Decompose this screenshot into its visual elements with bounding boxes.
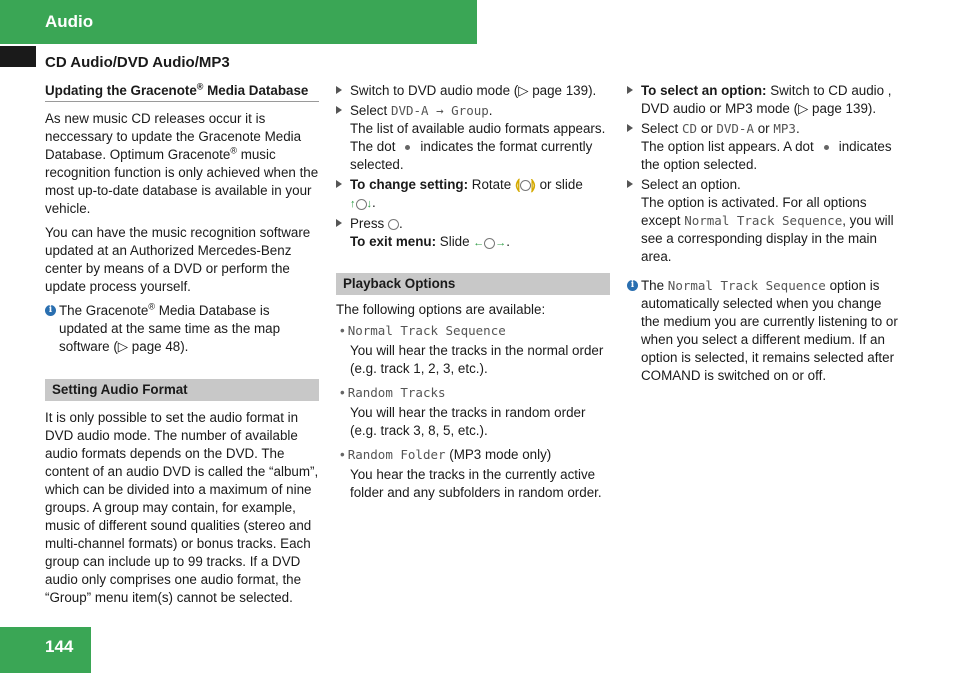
column-right [627,82,901,385]
menu-item: Normal Track Sequence [667,278,826,293]
step-select-group [336,102,610,174]
step-text: . [795,121,800,136]
chapter-title: Audio [45,12,94,31]
menu-item: CD [681,121,697,136]
registered-mark: ® [196,81,204,92]
option-list [336,322,610,502]
column-left [45,82,319,613]
selection-dot-icon [824,145,829,150]
update-heading-text-end: Media Database [203,83,309,98]
step-desc: The option list appears. A dot [641,139,814,154]
registered-mark: ® [230,145,237,156]
step-text: Press [350,216,388,231]
section-marker [0,46,36,67]
menu-path: DVD-A → Group [390,103,489,118]
option-desc: You hear the tracks in the currently active folder and any subfolders in random order. [350,467,602,500]
slide-left-controller-icon: ← → [473,237,507,249]
option-name: Normal Track Sequence [347,323,506,338]
step-arrow-icon [627,86,633,94]
step-text: . [398,216,403,231]
step-bold: To exit menu: [350,234,437,249]
option-desc: You will hear the tracks in the normal order (e.g. track 1, 2, 3, etc.). [350,343,604,376]
step-text: or [754,121,774,136]
update-heading-text: Updating the Gracenote [45,83,197,98]
step-press [336,215,610,252]
option-desc: You will hear the tracks in random order (e.g. track 3, 8, 5, etc.). [350,405,586,438]
step-desc: , you will see a corresponding display in the main area. [641,213,894,264]
p1-text-end: music recognition function is only achieved when the most up-to-date database is available in your vehicle. [45,147,319,216]
step-text: or slide [535,177,583,192]
playback-heading: Playback Options [336,273,610,295]
step-arrow-icon [336,86,342,94]
menu-item: MP3 [773,121,796,136]
option-suffix: (MP3 mode only) [445,447,552,462]
step-arrow-icon [627,124,633,132]
info-icon: i [45,305,56,316]
step-text: Switch to CD audio , DVD audio or MP3 mode (▷ page 139). [641,83,892,116]
format-heading: Setting Audio Format [45,379,319,401]
step-desc: indicates the format currently selected. [350,139,593,172]
step-arrow-icon [336,180,342,188]
info-text: The Gracenote [59,303,149,318]
p1-text: As new music CD releases occur it is neccessary to update the Gracenote Media Database. Optimum Gracenote [45,111,302,162]
info-note-normal-track [627,277,901,385]
section-title: CD Audio/DVD Audio/MP3 [45,54,230,71]
step-desc: The option is activated. For all options except [641,195,867,228]
step-switch-dvd [336,82,610,100]
step-arrow-icon [336,106,342,114]
option-normal-track: • Normal Track Sequence [340,323,506,338]
registered-mark: ® [148,301,155,312]
step-text: . [488,103,493,118]
step-text: . [372,195,376,210]
playback-intro: The following options are available: [336,302,546,317]
step-text: Select [641,121,682,136]
step-bold: To select an option: [641,83,767,98]
step-arrow-icon [627,180,633,188]
info-note-gracenote [45,302,319,356]
format-paragraph: It is only possible to set the audio format in DVD audio mode. The number of available audio formats depends on the DVD. The content of an audio DVD is called the “album”, which can be divided into a maximum of nine groups. A group may contain, for example, music of different sound qualities (stereo and multi-channel formats) or bonus tracks. Each group can include up to 99 tracks. If a DVD audio only comprises one audio format, the “Group” menu item(s) cannot be selected. [45,410,319,605]
step-select-option [627,176,901,266]
step-desc: The list of available audio formats appears. The dot [350,121,606,154]
option-random-tracks: • Random Tracks [340,385,446,400]
step-text: Select [350,103,391,118]
option-random-folder: • Random Folder (MP3 mode only) [340,447,552,462]
info-text: The [641,278,668,293]
step-select-option-mode [627,82,901,118]
update-paragraph-2: You can have the music recognition software updated at an Authorized Mercedes-Benz center by means of a DVD or perform the update process yourself. [45,225,311,294]
step-text: . [506,234,511,249]
step-desc: indicates the option selected. [641,139,892,172]
menu-item: Normal Track Sequence [684,213,843,228]
step-text: Slide [436,234,474,249]
info-icon: i [627,280,638,291]
rotate-controller-icon: ⟬ ⟭ [514,177,536,192]
update-paragraph-1 [45,110,319,218]
update-heading [45,82,319,102]
menu-item: DVD-A [716,121,754,136]
info-text-end: Media Database is updated at the same time as the map software (▷ page 48). [59,303,281,354]
page-number: 144 [45,637,74,656]
step-arrow-icon [336,219,342,227]
step-text: or [697,121,717,136]
column-middle [336,82,610,508]
selection-dot-icon [405,145,410,150]
step-select-medium [627,120,901,174]
option-name: Random Folder [347,447,446,462]
step-text: Switch to DVD audio mode (▷ page 139). [350,83,597,98]
step-text: Select an option. [641,177,741,192]
step-bold: To change setting: [350,177,469,192]
slide-vertical-controller-icon: ↑ ↓ [350,198,372,210]
press-controller-icon [388,219,399,230]
info-text: option is automatically selected when you change the medium you are currently listening to or when you select a different medium. If an option is selected, it remains selected after COMAND is switched on or off. [641,278,898,383]
step-text: Rotate [468,177,515,192]
option-name: Random Tracks [347,385,446,400]
step-change-setting [336,176,610,213]
